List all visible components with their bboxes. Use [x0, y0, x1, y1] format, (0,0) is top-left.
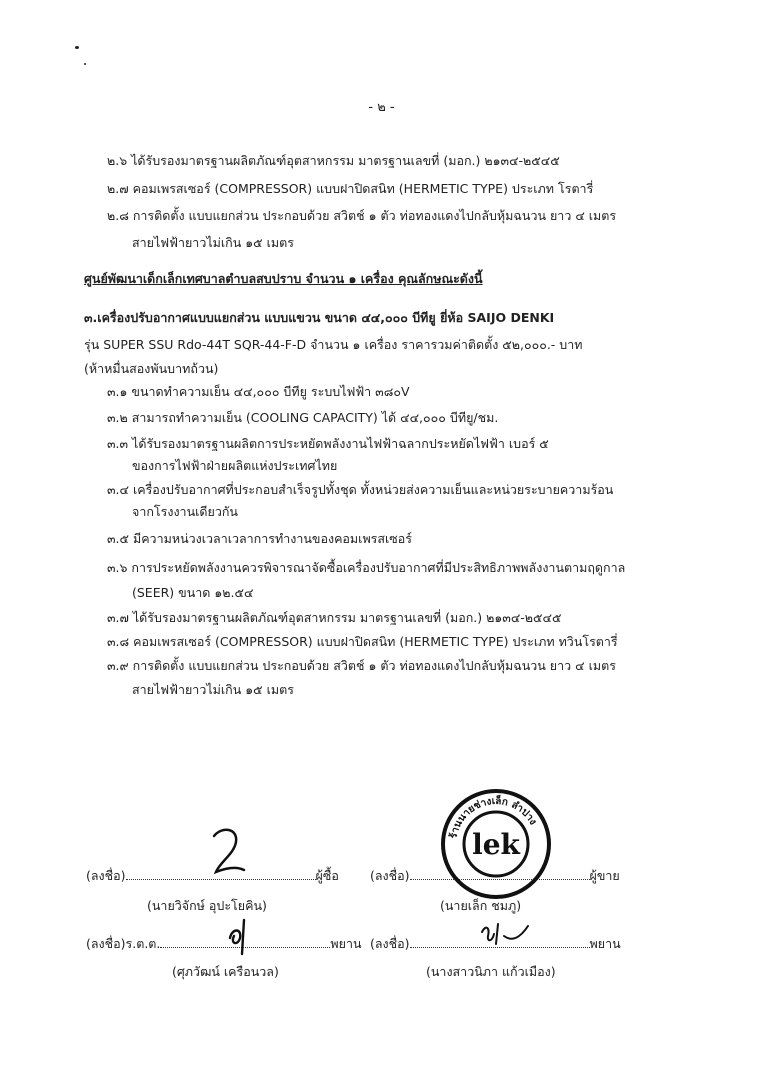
buyer-signature — [200, 822, 260, 882]
sign-prefix-rank: (ลงชื่อ)ร.ต.ต. — [86, 936, 161, 951]
spec-3-1: ๓.๑ ขนาดทำความเย็น ๔๔,๐๐๐ บีทียู ระบบไฟฟ้า ๓๘๐V — [107, 384, 410, 399]
spec-3-6: ๓.๖ การประหยัดพลังงานควรพิจารณาจัดซื้อเครื่องปรับอากาศที่มีประสิทธิภาพพลังงานตามฤดูกาล — [107, 560, 626, 575]
spec-3-2: ๓.๒ สามารถทำความเย็น (COOLING CAPACITY) ได้ ๔๔,๐๐๐ บีทียู/ชม. — [107, 410, 499, 425]
item-2-8-cont: สายไฟฟ้ายาวไม่เกิน ๑๕ เมตร — [132, 235, 294, 250]
spec-3-6-cont: (SEER) ขนาด ๑๒.๕๔ — [132, 585, 254, 600]
spec-3-4-cont: จากโรงงานเดียวกัน — [132, 504, 238, 519]
item-2-6: ๒.๖ ได้รับรองมาตรฐานผลิตภัณฑ์อุตสาหกรรม มาตรฐานเลขที่ (มอก.) ๒๑๓๔-๒๕๔๕ — [107, 153, 560, 168]
section-heading: ศูนย์พัฒนาเด็กเล็กเทศบาลตำบลสบปราบ จำนวน ๑ เครื่อง คุณลักษณะดังนี้ — [84, 271, 483, 286]
spec-3-8: ๓.๘ คอมเพรสเซอร์ (COMPRESSOR) แบบฝาปิดสนิท (HERMETIC TYPE) ประเภท ทวินโรตารี่ — [107, 634, 618, 649]
item-3-title: ๓.เครื่องปรับอากาศแบบแยกส่วน แบบแขวน ขนาด ๔๔,๐๐๐ บีทียู ยี่ห้อ SAIJO DENKI — [84, 310, 555, 325]
spec-3-3-cont: ของการไฟฟ้าฝ่ายผลิตแห่งประเทศไทย — [132, 458, 338, 473]
spec-3-9: ๓.๙ การติดตั้ง แบบแยกส่วน ประกอบด้วย สวิตช์ ๑ ตัว ท่อทองแดงไปกลับหุ้มฉนวน ยาว ๔ เมตร — [107, 658, 616, 673]
spec-3-5: ๓.๕ มีความหน่วงเวลาเวลาการทำงานของคอมเพรสเซอร์ — [107, 531, 413, 546]
spec-3-3: ๓.๓ ได้รับรองมาตรฐานผลิตการประหยัดพลังงานไฟฟ้าฉลากประหยัดไฟฟ้า เบอร์ ๕ — [107, 436, 549, 451]
witness2-role: พยาน — [589, 936, 621, 951]
scan-speck — [84, 63, 86, 65]
item-2-8: ๒.๘ การติดตั้ง แบบแยกส่วน ประกอบด้วย สวิตช์ ๑ ตัว ท่อทองแดงไปกลับหุ้มฉนวน ยาว ๔ เมตร — [107, 208, 617, 223]
witness1-signature — [222, 916, 272, 956]
spec-3-7: ๓.๗ ได้รับรองมาตรฐานผลิตภัณฑ์อุตสาหกรรม มาตรฐานเลขที่ (มอก.) ๒๑๓๔-๒๕๔๕ — [107, 610, 562, 625]
witness1-name: (ศุภวัฒน์ เครือนวล) — [172, 964, 279, 979]
witness2-name: (นางสาวนิภา แก้วเมือง) — [426, 964, 556, 979]
seller-name: (นายเล็ก ชมภู) — [440, 898, 522, 913]
buyer-role: ผู้ซื้อ — [315, 868, 339, 883]
spec-3-9-cont: สายไฟฟ้ายาวไม่เกิน ๑๕ เมตร — [132, 682, 294, 697]
witness1-role: พยาน — [330, 936, 362, 951]
buyer-name: (นายวิจักษ์ อุปะโยคิน) — [147, 898, 267, 913]
item-3-price-words: (ห้าหมื่นสองพันบาทถ้วน) — [84, 361, 219, 376]
shop-stamp — [440, 788, 552, 900]
page-number: - ๒ - — [368, 100, 395, 115]
seller-role: ผู้ขาย — [589, 868, 620, 883]
stamp-ring-text: ร้านนายช่างเล็ก ลำปาง — [448, 795, 539, 840]
witness2-signature — [478, 918, 538, 950]
spec-3-4: ๓.๔ เครื่องปรับอากาศที่ประกอบสำเร็จรูปทั้งชุด ทั้งหน่วยส่งความเย็นและหน่วยระบายความร้อน — [107, 482, 614, 497]
sign-prefix: (ลงชื่อ) — [370, 936, 410, 951]
stamp-center-text: lek — [472, 828, 520, 861]
item-2-7: ๒.๗ คอมเพรสเซอร์ (COMPRESSOR) แบบฝาปิดสนิท (HERMETIC TYPE) ประเภท โรตารี่ — [107, 181, 594, 196]
item-3-model: รุ่น SUPER SSU Rdo-44T SQR-44-F-D จำนวน ๑ เครื่อง ราคารวมค่าติดตั้ง ๕๒,๐๐๐.- บาท — [84, 337, 583, 352]
sign-prefix: (ลงชื่อ) — [86, 868, 126, 883]
sign-prefix: (ลงชื่อ) — [370, 868, 410, 883]
scan-speck — [75, 46, 79, 49]
